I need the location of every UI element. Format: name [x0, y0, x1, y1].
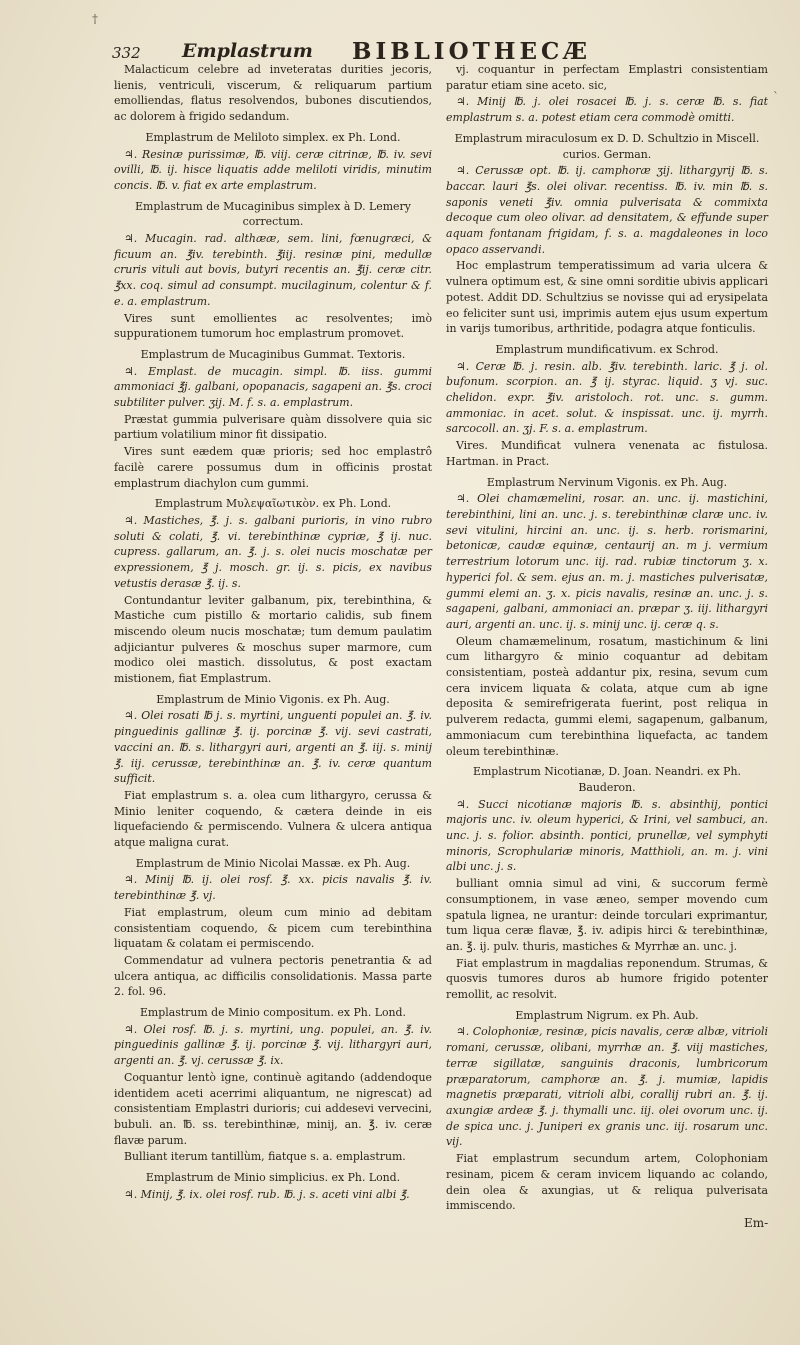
recipe-paragraph: ♃. Cerussæ opt. ℔. ij. camphoræ ʒij. lithargyrij ℔. s. baccar. lauri ℥s. olei olivar. recentiss. ℔. iv. min ℔. s. saponis veneti ℥iv. omnia pulverisata & commixta decoque cum oleo olivar. ad densitatem, & effunde super aquam fontanam frigidam, f. s. a. magdaleones in loco opaco asservandi.: [446, 164, 768, 256]
body-paragraph: Fiat emplastrum secundum artem, Colophoniam resinam, picem & ceram invicem liquando ac colando, dein olea & axungias, ut & reliqua pulverisata immiscendo.: [446, 1152, 768, 1213]
section-heading: Emplastrum mundificativum. ex Schrod.: [495, 342, 719, 356]
section-heading: Emplastrum de Minio compositum. ex Ph. Lond.: [139, 1006, 406, 1020]
body-paragraph: Præstat gummia pulverisare quàm dissolvere quia sic partium volatilium minor fit dissipatio.: [114, 412, 432, 442]
margin-mark-top-right: `: [773, 90, 779, 104]
left-column: [114, 62, 432, 1204]
right-column: [446, 62, 768, 1215]
body-paragraph: Commendatur ad vulnera pectoris penetrantia & ad ulcera antiqua, ac difficilis consolidationis. Massa parte 2. fol. 96.: [114, 953, 432, 999]
page-title: BIBLIOTHECÆ: [352, 38, 592, 65]
section-heading: Emplastrum Nervinum Vigonis. ex Ph. Aug.: [486, 475, 728, 489]
body-paragraph: Coquantur lentò igne, continuè agitando (addendoque identidem aceti acerrimi aliquantum, ne nigrescat) ad consistentiam Emplastri durioris; cui addesevi vervecini, bubuli. an. ℔. ss. terebinthinæ, minij, an. ℥. iv. ceræ flavæ parum.: [114, 1070, 432, 1147]
body-paragraph: Vires sunt eædem quæ prioris; sed hoc emplastrô facilè carere possumus dum in officinis prostat emplastrum diachylon cum gummi.: [114, 445, 432, 490]
section-heading: Emplastrum Nicotianæ, D. Joan. Neandri. ex Ph. Bauderon.: [473, 765, 741, 794]
body-paragraph: Fiat emplastrum in magdalias reponendum. Strumas, & quosvis tumores duros ab humore frigido potenter remollit, ac resolvit.: [446, 956, 768, 1002]
recipe-paragraph: ♃. Olei chamæmelini, rosar. an. unc. ij. mastichini, terebinthini, lini an. unc. j. s. terebinthinæ claræ unc. iv. sevi vitulini, hircini an. unc. ij. s. herb. rorismarini, betonicæ, caudæ equinæ, centaurij an. m j. vermium terrestrium lotorum unc. iij. rad. rubiæ tinctorum ʒ. x. hyperici fol. & sem. ejus an. m. j. mastiches pulverisatæ, gummi elemi an. ʒ. x. picis navalis, resinæ an. unc. j. s. sagapeni, galbani, ammoniaci an. præpar ʒ. iij. lithargyri auri, argenti an. unc. ij. s. minij unc. ij. ceræ q. s.: [446, 492, 768, 631]
body-paragraph: bulliant omnia simul ad vini, & succorum fermè consumptionem, in vase æneo, semper movendo cum spatula lignea, ne urantur: deinde torculari exprimantur, tum liqua ceræ flavæ, ℥. iv. adipis hirci & terebinthinæ, an. ℥. ij. pulv. thuris, mastiches & Myrrhæ an. unc. j.: [446, 877, 768, 953]
margin-mark-top-left: †: [92, 12, 98, 26]
body-paragraph: Bulliant iterum tantillùm, fiatque s. a. emplastrum.: [124, 1150, 406, 1164]
recipe-paragraph: ♃. Mastiches, ℥. j. s. galbani purioris, in vino rubro soluti & colati, ℥. vi. terebinthinæ cypriæ, ℥ ij. nuc. cupress. gallarum, an. ℥. j. s. olei nucis moschatæ per expressionem, ℥ j. mosch. gr. ij. s. picis, ex navibus vetustis derasæ ℥. ij. s.: [114, 513, 432, 590]
body-paragraph: Fiat emplastrum, oleum cum minio ad debitam consistentiam coquendo, & picem cum terebinthina liquatam & colatam ei permiscendo.: [114, 905, 432, 951]
recipe-paragraph: ♃. Minij ℔. j. olei rosacei ℔. j. s. ceræ ℔. s. fiat emplastrum s. a. potest etiam cera commodè omitti.: [446, 95, 768, 125]
catchword: Em-: [744, 1216, 769, 1230]
body-paragraph: Oleum chamæmelinum, rosatum, mastichinum & lini cum lithargyro & minio coquantur ad debitam consistentiam, posteà addantur pix, resina, sevum cum cera invicem liquata & colata, atque cum ab igne deposita & semirefrigerata fuerint, post reliqua in pulverem redacta, gummi elemi, sagapenum, galbanum, ammoniacum cum terebinthina liquefacta, ac tandem oleum terebinthinæ.: [446, 634, 768, 758]
section-heading: Emplastrum de Meliloto simplex. ex Ph. Lond.: [145, 130, 401, 144]
recipe-paragraph: ♃. Resinæ purissimæ, ℔. viij. ceræ citrinæ, ℔. iv. sevi ovilli, ℔. ij. hisce liquatis adde meliloti viridis, minutim concis. ℔. v. fiat ex arte emplastrum.: [114, 147, 432, 192]
running-head: Emplastrum: [182, 40, 313, 62]
recipe-paragraph: ♃. Olei rosati ℔ j. s. myrtini, unguenti populei an. ℥. iv. pinguedinis gallinæ ℥. ij. porcinæ ℥. vij. sevi castrati, vaccini an. ℔. s. lithargyri auri, argenti an ℥. iij. s. minij ℥. iij. cerussæ, terebinthinæ an. ℥. iv. ceræ quantum sufficit.: [114, 709, 432, 786]
recipe-paragraph: ♃. Ceræ ℔. j. resin. alb. ℥iv. terebinth. laric. ℥ j. ol. bufonum. scorpion. an. ℥ ij. styrac. liquid. ʒ vj. suc. chelidon. expr. ℥iv. aristoloch. rot. unc. s. gumm. ammoniac. in acet. solut. & inspissat. unc. ij. myrrh. sarcocoll. an. ʒj. F. s. a. emplastrum.: [446, 359, 768, 436]
section-heading: Emplastrum Nigrum. ex Ph. Aub.: [515, 1008, 699, 1022]
recipe-paragraph: ♃. Emplast. de mucagin. simpl. ℔. iiss. gummi ammoniaci ℥j. galbani, opopanacis, sagapeni an. ℥s. croci subtiliter pulver. ʒij. M. f. s. a. emplastrum.: [114, 364, 432, 410]
recipe-paragraph: ♃. Minij ℔. ij. olei rosf. ℥. xx. picis navalis ℥. iv. terebinthinæ ℥. vj.: [114, 873, 432, 903]
body-paragraph: Vires. Mundificat vulnera venenata ac fistulosa. Hartman. in Pract.: [446, 439, 768, 468]
section-heading: Emplastrum de Minio Vigonis. ex Ph. Aug.: [156, 692, 390, 706]
section-heading: Emplastrum de Mucaginibus Gummat. Textoris.: [140, 347, 406, 361]
recipe-paragraph: ♃. Colophoniæ, resinæ, picis navalis, ceræ albæ, vitrioli romani, cerussæ, olibani, myrrhæ an. ℥. viij mastiches, terræ sigillatæ, sanguinis draconis, lumbricorum præparatorum, camphoræ an. ℥. j. mumiæ, lapidis magnetis præparati, vitrioli albi, corallij rubri an. ℥. ij. axungiæ ardeæ ℥. j. thymalli unc. iij. olei ovorum unc. ij. de spica unc. j. Juniperi ex granis unc. iij. rosarum unc. vij.: [446, 1025, 768, 1149]
recipe-paragraph: ♃. Minij, ℥. ix. olei rosf. rub. ℔. j. s. aceti vini albi ℥.: [124, 1187, 410, 1201]
section-heading: Emplastrum Μυλεψαῖωτικὸν. ex Ph. Lond.: [154, 497, 392, 511]
recipe-paragraph: ♃. Olei rosf. ℔. j. s. myrtini, ung. populei, an. ℥. iv. pinguedinis gallinæ ℥. ij. porcinæ ℥. vij. lithargyri auri, argenti an. ℥. vj. cerussæ ℥. ix.: [114, 1022, 432, 1068]
section-heading: Emplastrum de Mucaginibus simplex à D. Lemery correctum.: [135, 199, 411, 229]
body-paragraph: Fiat emplastrum s. a. olea cum lithargyro, cerussa & Minio leniter coquendo, & cætera deinde in eis liquefaciendo & permiscendo. Vulnera & ulcera antiqua atque maligna curat.: [114, 788, 432, 850]
body-paragraph: vj. coquantur in perfectam Emplastri consistentiam paratur etiam sine aceto. sic,: [446, 63, 768, 92]
section-heading: Emplastrum de Minio Nicolai Massæ. ex Ph. Aug.: [135, 856, 411, 870]
page-number: 332: [112, 44, 141, 62]
section-heading: Emplastrum de Minio simplicius. ex Ph. Lond.: [145, 1171, 401, 1185]
body-paragraph: Vires sunt emollientes ac resolventes; imò suppurationem tumorum hoc emplastrum promovet.: [114, 311, 432, 341]
recipe-paragraph: ♃. Succi nicotianæ majoris ℔. s. absinthij, pontici majoris unc. iv. oleum hyperici, & Irini, vel sambuci, an. unc. j. s. folior. absinth. pontici, prunellæ, vel symphyti minoris, Scrophulariæ minoris, Matthioli, an. m. j. vini albi unc. j. s.: [446, 797, 768, 874]
recipe-paragraph: ♃. Mucagin. rad. althææ, sem. lini, fœnugræci, & ficuum an. ℥iv. terebinth. ℥iij. resinæ pini, medullæ cruris vituli aut bovis, butyri recentis an. ℥ij. ceræ citr. ℥xx. coq. simul ad consumpt. mucilaginum, colentur & f. e. a. emplastrum.: [114, 232, 432, 308]
section-heading: Emplastrum miraculosum ex D. D. Schultzio in Miscell. curios. German.: [454, 131, 760, 161]
body-paragraph: Malacticum celebre ad inveteratas durities jecoris, lienis, ventriculi, viscerum, & reliquarum partium emolliendas, flatus resolvendos, bubones discutiendos, ac dolorem à frigido sedandum.: [114, 63, 432, 124]
body-paragraph: Hoc emplastrum temperatissimum ad varia ulcera & vulnera optimum est, & sine omni sorditie ubivis applicari potest. Addit DD. Schultzius se novisse qui ad erysipelata eo feliciter sunt usi, imprimis autem ejus usum expertum in varijs tumoribus, arthritide, podagra atque fonticulis.: [446, 259, 768, 336]
body-paragraph: Contundantur leviter galbanum, pix, terebinthina, & Mastiche cum pistillo & mortario calidis, sub finem miscendo oleum nucis moschatæ; tum demum paulatim adjiciantur pulveres & moschus super marmore, cum modico olei mastich. dissolutus, & post exactam mistionem, fiat Emplastrum.: [114, 593, 432, 686]
